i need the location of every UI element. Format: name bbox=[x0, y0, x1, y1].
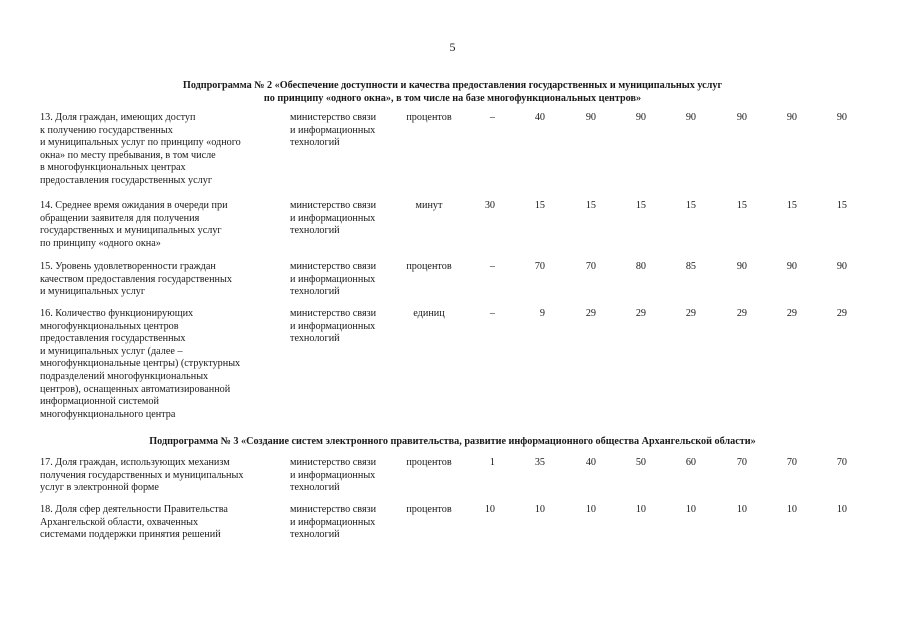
ministry-line: и информационных bbox=[290, 469, 376, 481]
ministry-line: и информационных bbox=[290, 212, 376, 224]
indicator-value: 70 bbox=[786, 457, 797, 468]
subprogram-3-heading: Подпрограмма № 3 «Создание систем электронного правительства, развитие информационного общества Архангельской области» bbox=[149, 436, 756, 447]
ministry-line: технологий bbox=[290, 137, 340, 149]
indicator-value: 90 bbox=[786, 261, 797, 272]
indicator-value: 70 bbox=[836, 457, 847, 468]
indicator-value: 85 bbox=[685, 261, 696, 272]
page-number: 5 bbox=[449, 40, 456, 54]
indicator-name-line: и муниципальных услуг bbox=[40, 286, 146, 298]
indicator-value: – bbox=[489, 112, 495, 123]
indicator-value: 60 bbox=[685, 457, 696, 468]
ministry-line: технологий bbox=[290, 225, 340, 237]
indicator-name-line: предоставления государственных bbox=[40, 333, 186, 345]
indicator-name-line: многофункциональных центров bbox=[40, 320, 179, 332]
indicator-value: 15 bbox=[736, 200, 747, 211]
indicator-name-line: 17. Доля граждан, использующих механизм bbox=[40, 457, 230, 468]
indicator-value: 10 bbox=[635, 504, 646, 515]
indicator-name bbox=[40, 200, 280, 250]
indicator-name-line: и муниципальных услуг (далее – bbox=[40, 345, 183, 357]
indicator-value: 90 bbox=[736, 261, 747, 272]
indicator-value: 15 bbox=[585, 200, 596, 211]
ministry-line: министерство связи bbox=[290, 308, 377, 319]
indicator-name-line: многофункциональные центры) (структурных bbox=[40, 358, 241, 370]
indicator-value: 90 bbox=[685, 112, 696, 123]
responsible-ministry bbox=[290, 112, 398, 150]
indicator-value: 90 bbox=[585, 112, 596, 123]
indicator-value: 40 bbox=[534, 112, 545, 123]
indicator-value: 29 bbox=[585, 308, 596, 319]
indicator-name-line: 18. Доля сфер деятельности Правительства bbox=[40, 504, 228, 515]
indicator-value: 90 bbox=[836, 261, 847, 272]
ministry-line: технологий bbox=[290, 529, 340, 541]
unit-of-measure: процентов bbox=[406, 457, 452, 468]
indicator-name-line: многофункционального центра bbox=[40, 408, 176, 420]
indicator-value: 9 bbox=[539, 308, 545, 319]
indicator-value: 40 bbox=[585, 457, 596, 468]
indicator-name bbox=[40, 308, 280, 421]
indicator-value: – bbox=[489, 261, 495, 272]
indicator-name-line: 16. Количество функционирующих bbox=[40, 308, 194, 319]
indicator-value: 10 bbox=[736, 504, 747, 515]
indicator-name-line: качеством предоставления государственных bbox=[40, 273, 232, 285]
indicator-name bbox=[40, 504, 280, 542]
subprogram-2-title-line-2: по принципу «одного окна», в том числе на базе многофункциональных центров» bbox=[263, 92, 642, 104]
indicator-value: 15 bbox=[836, 200, 847, 211]
responsible-ministry bbox=[290, 261, 398, 299]
indicator-value: 15 bbox=[635, 200, 646, 211]
indicator-value: 15 bbox=[685, 200, 696, 211]
responsible-ministry bbox=[290, 308, 398, 346]
responsible-ministry bbox=[290, 200, 398, 238]
indicator-name-line: системами поддержки принятия решений bbox=[40, 529, 221, 541]
indicator-name-line: обращении заявителя для получения bbox=[40, 212, 200, 224]
indicator-value: 29 bbox=[635, 308, 646, 319]
unit-of-measure: единиц bbox=[413, 308, 445, 319]
indicator-name-line: по принципу «одного окна» bbox=[40, 237, 161, 249]
ministry-line: технологий bbox=[290, 286, 340, 298]
indicator-value: 1 bbox=[489, 457, 495, 468]
ministry-line: министерство связи bbox=[290, 261, 377, 272]
responsible-ministry bbox=[290, 457, 398, 495]
indicator-value: 29 bbox=[685, 308, 696, 319]
indicator-name-line: получения государственных и муниципальных bbox=[40, 469, 244, 481]
indicator-value: 15 bbox=[534, 200, 545, 211]
indicator-value: 29 bbox=[736, 308, 747, 319]
ministry-line: и информационных bbox=[290, 273, 376, 285]
indicator-name-line: информационной системой bbox=[40, 396, 159, 408]
indicator-value: 70 bbox=[534, 261, 545, 272]
indicator-name-line: предоставления государственных услуг bbox=[40, 174, 213, 186]
indicator-name-line: услуг в электронной форме bbox=[40, 482, 159, 494]
ministry-line: и информационных bbox=[290, 320, 376, 332]
unit-of-measure: процентов bbox=[406, 504, 452, 515]
indicator-name-line: окна» по месту пребывания, в том числе bbox=[40, 149, 216, 161]
unit-of-measure: процентов bbox=[406, 261, 452, 272]
indicator-name-line: 13. Доля граждан, имеющих доступ bbox=[40, 112, 196, 123]
indicator-name-line: к получению государственных bbox=[40, 124, 173, 136]
indicator-value: 70 bbox=[585, 261, 596, 272]
ministry-line: министерство связи bbox=[290, 112, 377, 123]
indicator-name-line: 15. Уровень удовлетворенности граждан bbox=[40, 261, 216, 272]
indicator-value: – bbox=[489, 308, 495, 319]
unit-of-measure: минут bbox=[415, 200, 443, 211]
indicator-value: 90 bbox=[836, 112, 847, 123]
indicator-value: 80 bbox=[635, 261, 646, 272]
indicator-name-line: подразделений многофункциональных bbox=[40, 370, 209, 382]
unit-of-measure: процентов bbox=[406, 112, 452, 123]
indicator-name-line: 14. Среднее время ожидания в очереди при bbox=[40, 200, 228, 211]
indicator-value: 10 bbox=[484, 504, 495, 515]
indicator-name bbox=[40, 457, 280, 495]
indicator-value: 50 bbox=[635, 457, 646, 468]
indicator-name bbox=[40, 112, 280, 188]
ministry-line: технологий bbox=[290, 333, 340, 345]
indicator-value: 10 bbox=[786, 504, 797, 515]
indicator-value: 29 bbox=[836, 308, 847, 319]
ministry-line: министерство связи bbox=[290, 200, 377, 211]
indicator-value: 15 bbox=[786, 200, 797, 211]
indicator-value: 90 bbox=[786, 112, 797, 123]
indicator-value: 90 bbox=[736, 112, 747, 123]
indicator-value: 35 bbox=[534, 457, 545, 468]
ministry-line: и информационных bbox=[290, 516, 376, 528]
ministry-line: и информационных bbox=[290, 124, 376, 136]
indicator-value: 10 bbox=[585, 504, 596, 515]
responsible-ministry bbox=[290, 504, 398, 542]
indicator-value: 70 bbox=[736, 457, 747, 468]
indicator-name-line: государственных и муниципальных услуг bbox=[40, 225, 222, 237]
subprogram-2-heading bbox=[40, 80, 865, 105]
indicator-name bbox=[40, 261, 280, 299]
indicator-value: 10 bbox=[836, 504, 847, 515]
ministry-line: министерство связи bbox=[290, 457, 377, 468]
indicator-name-line: в многофункциональных центрах bbox=[40, 162, 186, 174]
ministry-line: министерство связи bbox=[290, 504, 377, 515]
indicator-value: 10 bbox=[534, 504, 545, 515]
indicator-name-line: и муниципальных услуг по принципу «одного bbox=[40, 137, 241, 149]
indicator-name-line: центров), оснащенных автоматизированной bbox=[40, 383, 231, 395]
indicator-value: 90 bbox=[635, 112, 646, 123]
subprogram-2-title-line-1: Подпрограмма № 2 «Обеспечение доступности и качества предоставления государственных и муниципальных услуг bbox=[182, 80, 723, 91]
indicator-name-line: Архангельской области, охваченных bbox=[40, 516, 199, 528]
indicator-value: 29 bbox=[786, 308, 797, 319]
ministry-line: технологий bbox=[290, 482, 340, 494]
indicator-value: 10 bbox=[685, 504, 696, 515]
indicator-value: 30 bbox=[484, 200, 495, 211]
